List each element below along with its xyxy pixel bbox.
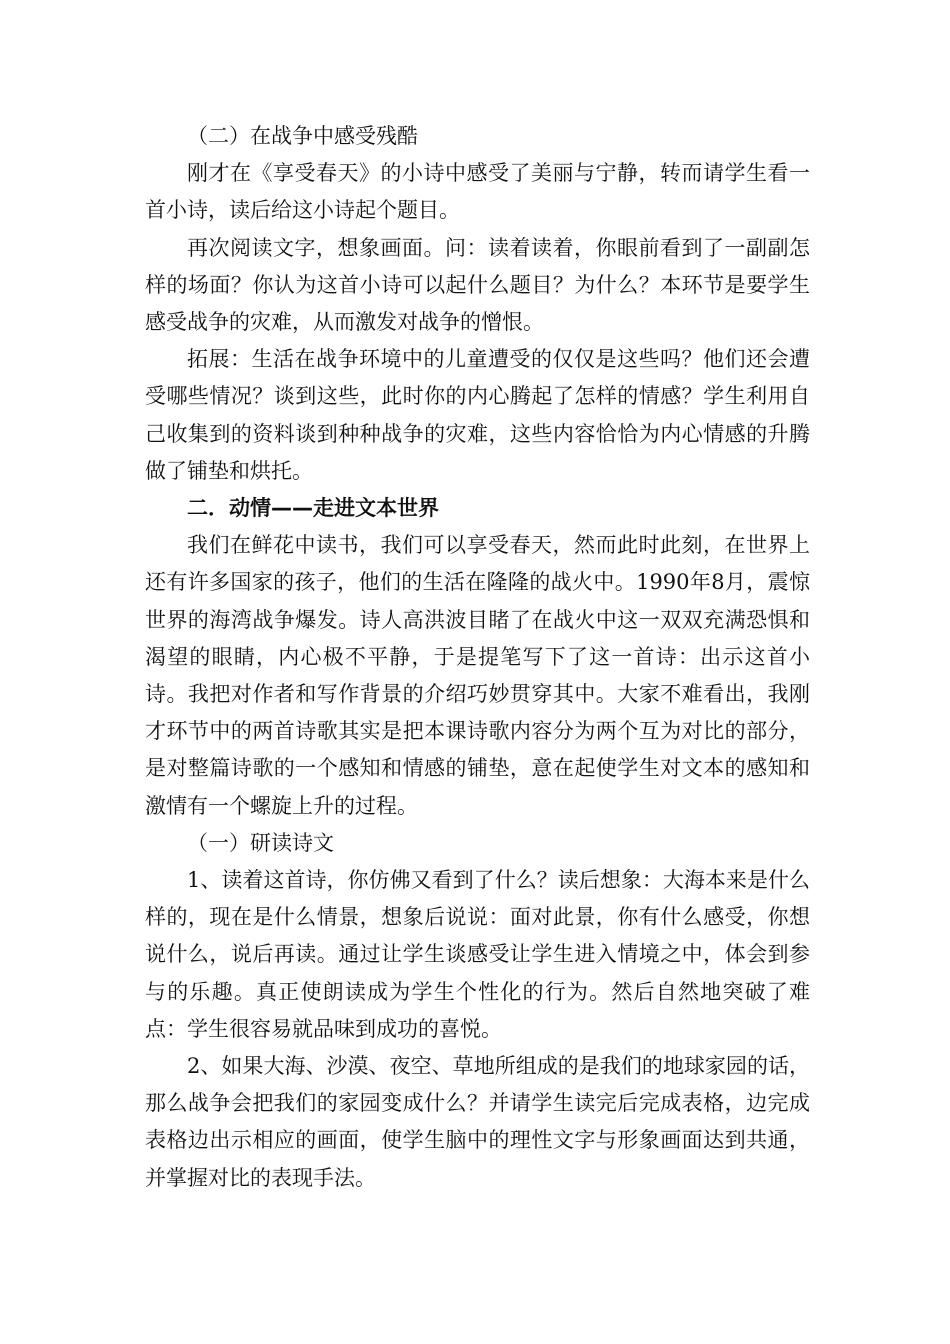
paragraph-extension: 拓展：生活在战争环境中的儿童遭受的仅仅是这些吗？他们还会遭受哪些情况？谈到这些，此时你的内心腾起了怎样的情感？学生利用自己收集到的资料谈到种种战争的灾难，这些内容恰恰为内心情感的升腾做了铺垫和烘托。 [145,347,810,483]
paragraph-item-2: 2、如果大海、沙漠、夜空、草地所组成的是我们的地球家园的话，那么战争会把我们的家园变成什么？并请学生读完后完成表格，边完成表格边出示相应的画面，使学生脑中的理性文字与形象画面达到共通，并掌握对比的表现手法。 [145,1054,810,1190]
document-body [145,118,810,1197]
section-heading-emotion: 二．动情——走进文本世界 [187,496,439,521]
paragraph-gulf-war: 我们在鲜花中读书，我们可以享受春天，然而此时此刻，在世界上还有许多国家的孩子，他们的生活在隆隆的战火中。1990年8月，震惊世界的海湾战争爆发。诗人高洪波目睹了在战火中这一双双充满恐惧和渴望的眼睛，内心极不平静，于是提笔写下了这一首诗：出示这首小诗。我把对作者和写作背景的介绍巧妙贯穿其中。大家不难看出，我刚才环节中的两首诗歌其实是把本课诗歌内容分为两个互为对比的部分，是对整篇诗歌的一个感知和情感的铺垫，意在起使学生对文本的感知和激情有一个螺旋上升的过程。 [145,533,810,818]
subheading-study-poem: （一）研读诗文 [187,830,334,855]
paragraph-enjoy-spring: 刚才在《享受春天》的小诗中感受了美丽与宁静，转而请学生看一首小诗，读后给这小诗起个题目。 [145,161,810,223]
paragraph-item-1: 1、读着这首诗，你仿佛又看到了什么？读后想象：大海本来是什么样的，现在是什么情景，想象后说说：面对此景，你有什么感受，你想说什么，说后再读。通过让学生谈感受让学生进入情境之中，体会到参与的乐趣。真正使朗读成为学生个性化的行为。然后自然地突破了难点：学生很容易就品味到成功的喜悦。 [145,868,810,1041]
paragraph-reread-text: 再次阅读文字，想象画面。问：读着读着，你眼前看到了一副副怎样的场面？你认为这首小诗可以起什么题目？为什么？本环节是要学生感受战争的灾难，从而激发对战争的憎恨。 [145,235,810,335]
subheading-war-cruelty: （二）在战争中感受残酷 [187,124,418,148]
